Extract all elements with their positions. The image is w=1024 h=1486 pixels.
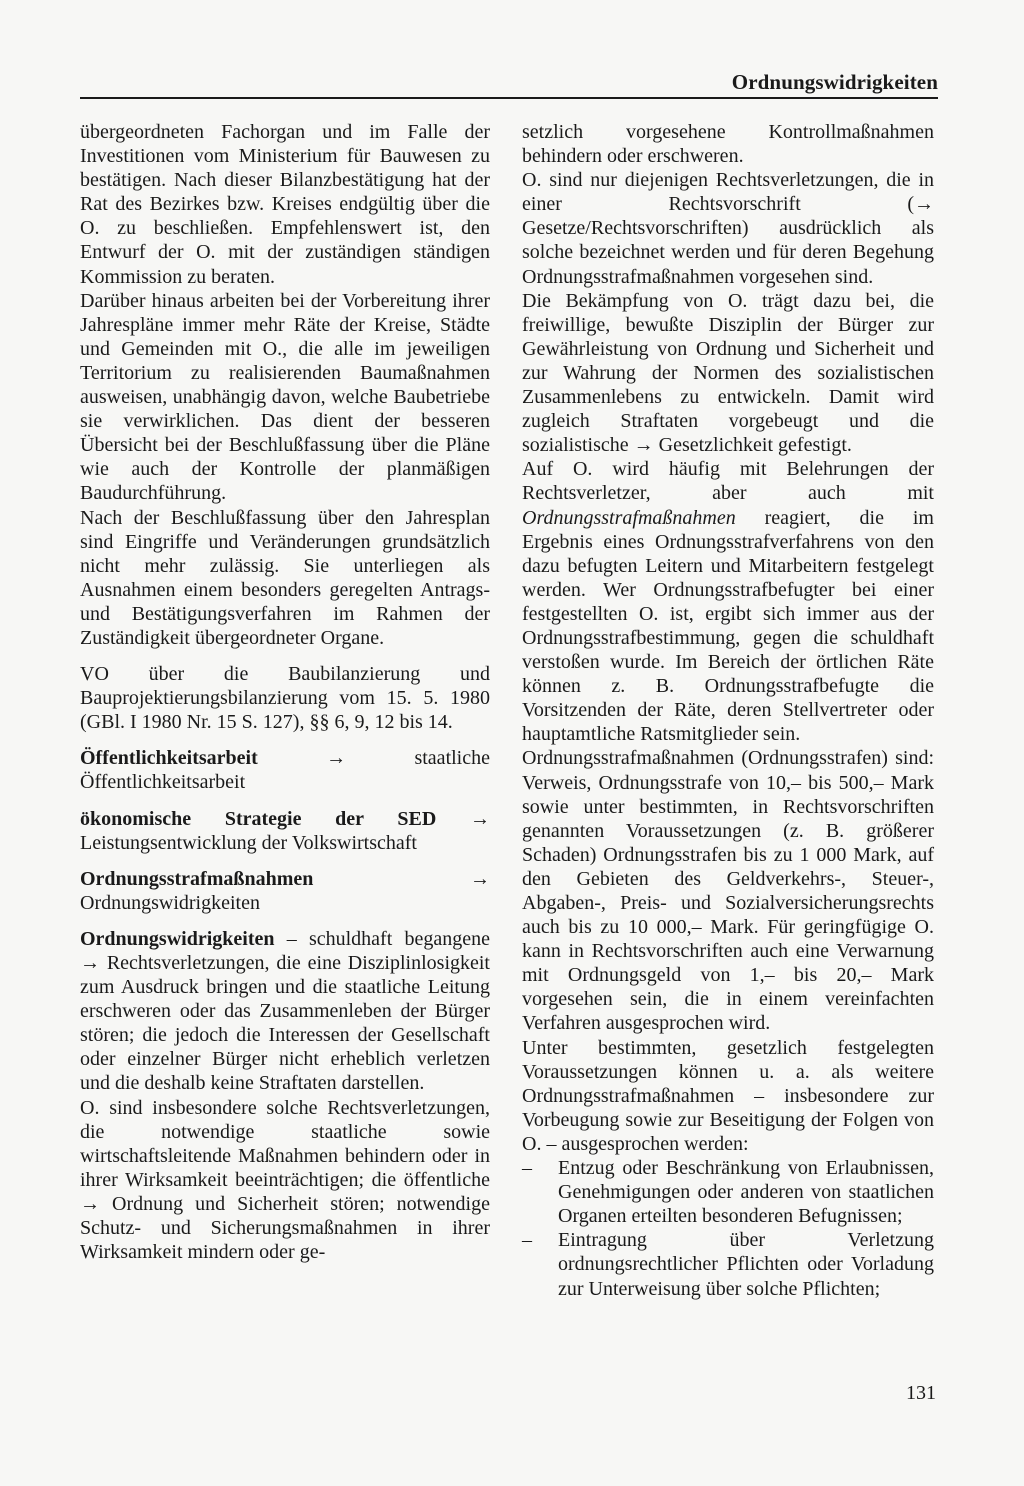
entry-text: → Leistungsentwicklung der Volkswirtschaft <box>80 807 490 854</box>
entry-term: Öffentlichkeitsarbeit <box>80 747 258 770</box>
dash-bullet: – <box>522 1229 532 1252</box>
entry-text: → staatliche Öffentlichkeitsarbeit <box>80 747 490 794</box>
entry-term: Ordnungswidrigkeiten <box>80 927 275 950</box>
entry-text: → Ordnungswidrigkeiten <box>80 867 490 914</box>
header-rule <box>80 97 938 99</box>
dash-bullet: – <box>522 1157 532 1180</box>
entry-oeffentlichkeitsarbeit <box>80 746 490 794</box>
paragraph: Ordnungsstrafmaßnahmen (Ordnungsstrafen) sind: Verweis, Ordnungsstrafe von 10,– bis 500,– Mark sowie unter bestimmten, in Rechtsvorschriften genannten Voraussetzungen (z. B. größerer Schaden) Ordnungsstrafen bis zu 1 000 Mark, auf den Gebieten des Geldverkehrs-, Steuer-, Abgaben-, Preis- und Sozialversicherungsrechts auch bis zu 10 000,– Mark. Für geringfügige O. kann in Rechtsvorschriften auch eine Verwarnung mit Ordnungsgeld von 1,– bis 20,– Mark vorgesehen sein, die in einem vereinfachten Verfahren ausgesprochen wird. <box>522 747 934 1035</box>
left-column <box>80 120 490 1264</box>
entry-oekonomische-strategie <box>80 807 490 855</box>
paragraph: O. sind nur diejenigen Rechtsverletzungen, die in einer Rechtsvorschrift (→ Gesetze/Rechtsvorschriften) ausdrücklich als solche bezeichnet werden und für deren Begehung Ordnungsstrafmaßnahmen vorgesehen sind. <box>522 169 934 288</box>
entry-term: ökonomische Strategie der SED <box>80 807 437 830</box>
list-item-text: Entzug oder Beschränkung von Erlaubnissen, Genehmigungen oder anderen von staatlichen Organen erteilten besonderen Befugnissen; <box>558 1157 934 1228</box>
paragraph: Darüber hinaus arbeiten bei der Vorbereitung ihrer Jahrespläne immer mehr Räte der Kreise, Städte und Gemeinden mit O., die alle im jeweiligen Territorium zu realisierenden Baumaßnahmen ausweisen, unabhängig davon, welche Baubetriebe sie verwirklichen. Das dient der besseren Übersicht bei der Beschlußfassung über die Pläne wie auch der Kontrolle der planmäßigen Baudurchführung. <box>80 289 490 505</box>
paragraph: Die Bekämpfung von O. trägt dazu bei, die freiwillige, bewußte Disziplin der Bürger zur Gewährleistung von Ordnung und Sicherheit und zur Wahrung der Normen des sozialistischen Zusammenlebens zu entwickeln. Damit wird zugleich Straftaten vorgebeugt und die sozialistische → Gesetzlichkeit gefestigt. <box>522 289 934 457</box>
entry-ordnungswidrigkeiten <box>80 927 490 1096</box>
paragraph: O. sind insbesondere solche Rechtsverletzungen, die notwendige staatliche sowie wirtschaftsleitende Maßnahmen behindern oder in ihrer Wirksamkeit beeinträchtigen; die öffentliche → Ordnung und Sicherheit stören; notwendige Schutz- und Sicherungsmaßnahmen in ihrer Wirksamkeit mindern oder ge- <box>80 1096 490 1264</box>
paragraph: Nach der Beschlußfassung über den Jahresplan sind Eingriffe und Veränderungen grundsätzlich nicht mehr zulässig. Sie unterliegen als Ausnahmen einem besonders geregelten Antrags- und Bestätigungsverfahren im Rahmen der Zuständigkeit übergeordneter Organe. <box>80 506 490 649</box>
text-run: reagiert, die im Ergebnis eines Ordnungsstrafverfahrens von den dazu befugten Leitern und Mitarbeitern festgelegt werden. Wer Ordnungsstrafbefugter bei einer festgestellten O. ist, ergibt sich immer aus der Ordnungsstrafbestimmung, gegen die schuldhaft verstoßen wurde. Im Bereich der örtlichen Räte können z. B. Ordnungsstrafbefugte die Vorsitzenden der Räte, deren Stellvertreter oder hauptamtliche Ratsmitglieder sein. <box>522 506 934 746</box>
right-column <box>522 120 934 1301</box>
running-header: Ordnungswidrigkeiten <box>731 70 938 94</box>
list-item <box>522 1228 934 1300</box>
paragraph: Unter bestimmten, gesetzlich festgelegten Voraussetzungen können u. a. als weitere Ordnungsstrafmaßnahmen – insbesondere zur Vorbeugung sowie zur Beseitigung der Folgen von O. – ausgesprochen werden: <box>522 1036 934 1155</box>
paragraph: übergeordneten Fachorgan und im Falle der Investitionen vom Ministerium für Bauwesen zu bestätigen. Nach dieser Bilanzbestätigung hat der Rat des Bezirkes bzw. Kreises endgültig über die O. zu beschließen. Empfehlenswert ist, den Entwurf der O. mit der zuständigen ständigen Kommission zu beraten. <box>80 121 490 288</box>
text-run: Auf O. wird häufig mit Belehrungen der Rechtsverletzer, aber auch mit <box>522 458 934 505</box>
list-item <box>522 1156 934 1228</box>
paragraph <box>522 457 934 746</box>
entry-text: – schuldhaft begangene → Rechtsverletzungen, die eine Disziplinlosigkeit zum Ausdruck bringen und die staatliche Leitung erschweren oder das Zusammenleben der Bürger stören; die jedoch die Interessen der Gesellschaft oder einzelner Bürger nicht erheblich verletzen und die deshalb keine Straftaten darstellen. <box>80 927 490 1095</box>
page-number: 131 <box>906 1382 936 1404</box>
entry-ordnungsstrafmassnahmen <box>80 867 490 915</box>
list-item-text: Eintragung über Verletzung ordnungsrechtlicher Pflichten oder Vorladung zur Unterweisung über solche Pflichten; <box>558 1229 934 1300</box>
entry-term: Ordnungsstrafmaßnahmen <box>80 867 314 890</box>
paragraph: setzlich vorgesehene Kontrollmaßnahmen behindern oder erschweren. <box>522 121 934 168</box>
italic-term: Ordnungsstrafmaßnahmen <box>522 506 736 529</box>
legal-reference: VO über die Baubilanzierung und Bauprojektierungsbilanzierung vom 15. 5. 1980 (GBl. I 1980 Nr. 15 S. 127), §§ 6, 9, 12 bis 14. <box>80 663 490 734</box>
